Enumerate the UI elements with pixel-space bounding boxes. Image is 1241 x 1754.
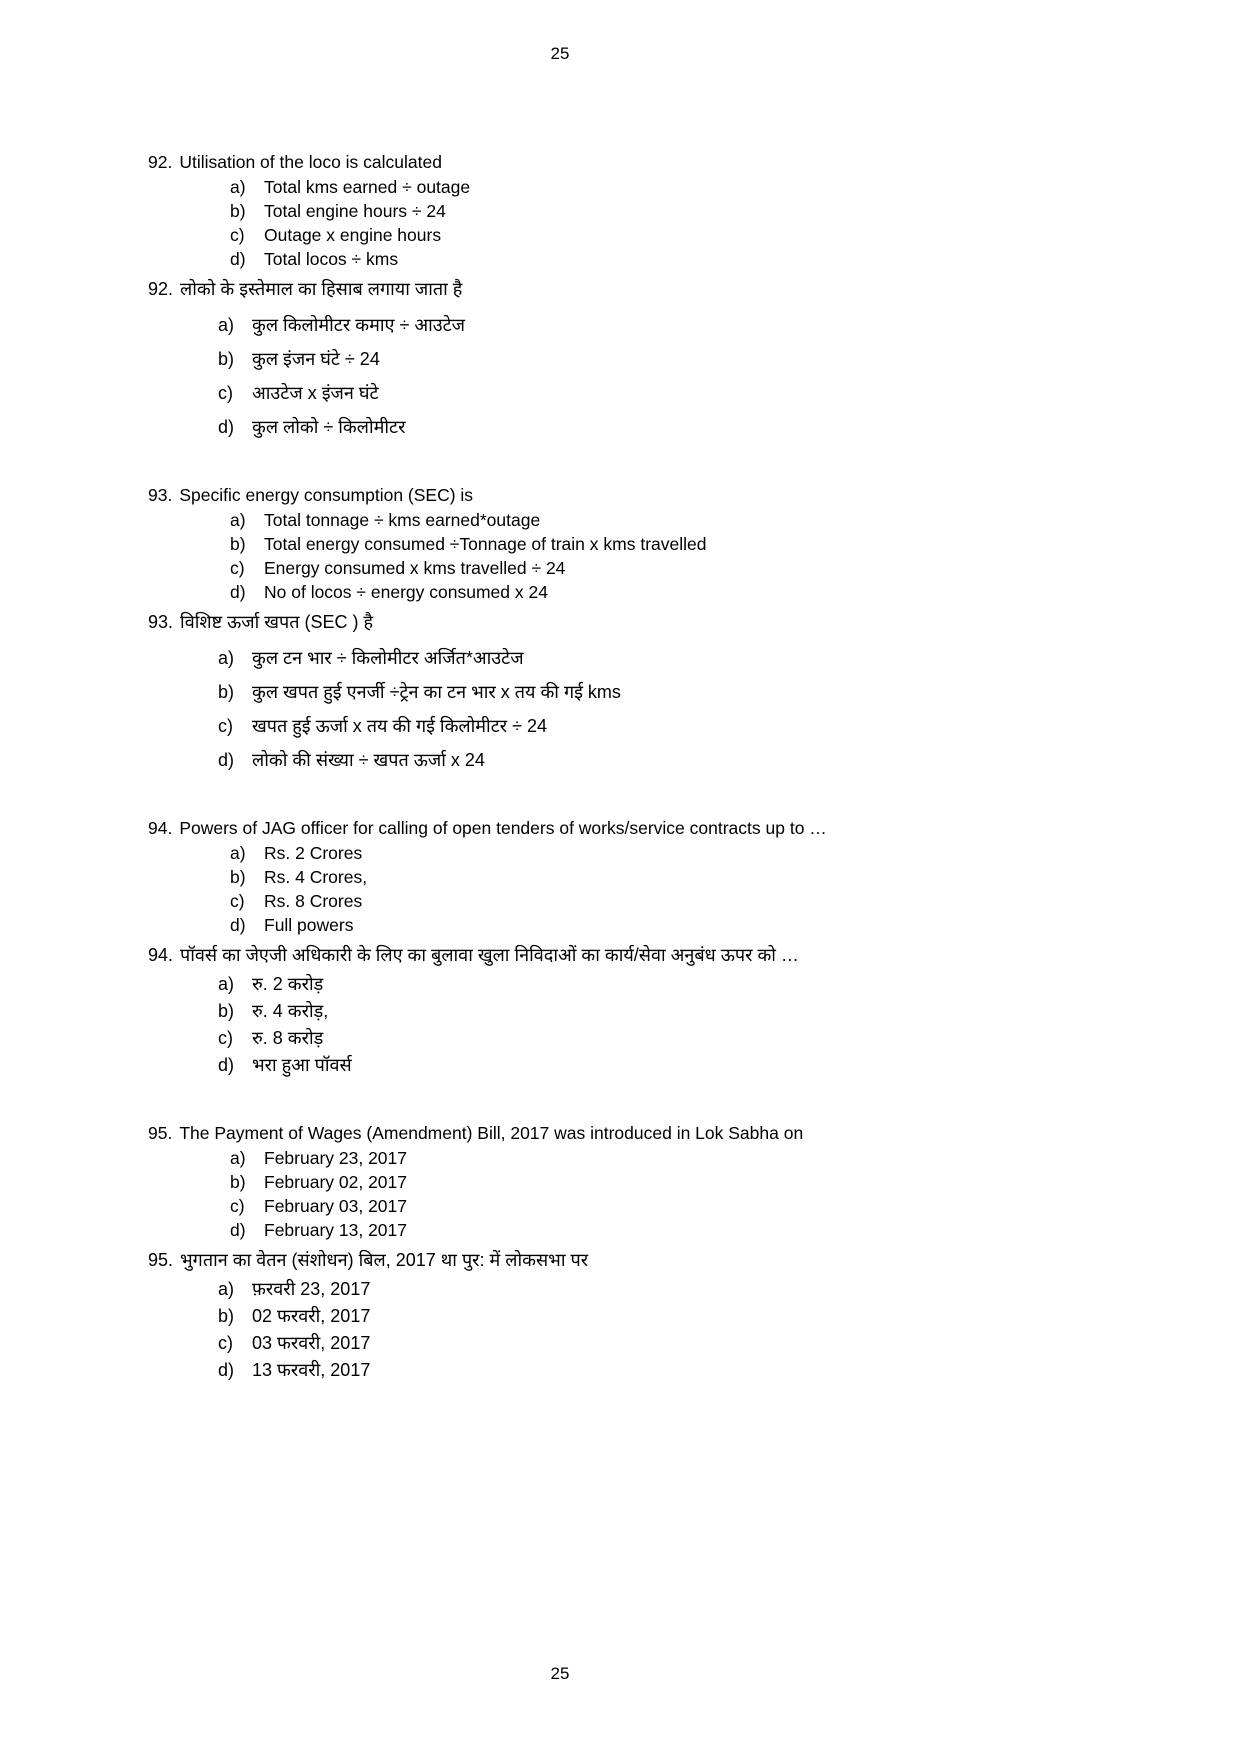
question-93-hindi [148,606,1148,638]
option-text: फ़रवरी 23, 2017 [252,1279,371,1299]
option-row [230,175,1148,199]
option-text: Full powers [264,915,354,935]
option-row [230,1170,1148,1194]
option-text: Total energy consumed ÷Tonnage of train x kms travelled [264,534,707,554]
option-label: a) [230,177,246,197]
option-row [218,1330,1148,1357]
option-text: खपत हुई ऊर्जा x तय की गई किलोमीटर ÷ 24 [252,716,548,736]
question-95-english-options [148,1146,1148,1242]
option-label: c) [218,1028,233,1048]
option-row [218,1025,1148,1052]
option-label: b) [218,1306,235,1326]
option-row [230,532,1148,556]
option-row [218,971,1148,998]
option-text: कुल लोको ÷ किलोमीटर [252,417,406,437]
question-93-english-options [148,508,1148,604]
questions-list [148,150,1148,1384]
option-text: Total tonnage ÷ kms earned*outage [264,510,541,530]
page-number-top: 25 [550,44,570,63]
question-94 [148,816,1148,1079]
option-row [218,413,1148,441]
option-row [230,1146,1148,1170]
option-row [218,712,1148,740]
option-row [218,746,1148,774]
option-text: February 23, 2017 [264,1148,408,1168]
option-label: c) [230,891,245,911]
question-94-hindi [148,939,1148,971]
option-row [230,223,1148,247]
question-95-hindi [148,1244,1148,1276]
option-row [218,345,1148,373]
option-text: कुल इंजन घंटे ÷ 24 [252,349,380,369]
question-92-english-options [148,175,1148,271]
option-text: कुल टन भार ÷ किलोमीटर अर्जित*आउटेज [252,648,524,668]
question-92-hindi-options [148,311,1148,441]
question-number: 93. [148,485,173,505]
question-text-english: Utilisation of the loco is calculated [179,152,442,172]
option-text: आउटेज x इंजन घंटे [252,383,379,403]
option-text: रु. 8 करोड़ [252,1028,324,1048]
option-row [230,865,1148,889]
question-number: 95. [148,1123,173,1143]
option-label: c) [230,1196,245,1216]
option-text: कुल खपत हुई एनर्जी ÷ट्रेन का टन भार x तय की गई kms [252,682,621,702]
option-label: a) [230,1148,246,1168]
question-number: 94. [148,945,174,965]
option-label: d) [230,249,246,269]
question-number: 92. [148,152,173,172]
option-label: b) [230,867,246,887]
option-label: c) [230,225,245,245]
question-92-english [148,150,1148,175]
option-text: Rs. 4 Crores, [264,867,368,887]
question-text-english: Powers of JAG officer for calling of open tenders of works/service contracts up to … [179,818,827,838]
question-95 [148,1121,1148,1384]
option-label: a) [218,315,235,335]
question-92 [148,150,1148,441]
option-row [230,1218,1148,1242]
question-text-english: Specific energy consumption (SEC) is [179,485,474,505]
option-row [230,556,1148,580]
question-number: 95. [148,1250,174,1270]
option-label: b) [218,1001,235,1021]
option-label: b) [230,534,246,554]
option-label: c) [218,716,233,736]
option-label: b) [218,349,235,369]
option-label: c) [230,558,245,578]
option-row [218,379,1148,407]
question-95-english [148,1121,1148,1146]
option-label: a) [230,510,246,530]
option-label: b) [230,1172,246,1192]
option-row [218,644,1148,672]
question-text-hindi: भुगतान का वेतन (संशोधन) बिल, 2017 था पुर: में लोकसभा पर [180,1250,589,1270]
question-text-hindi: पॉवर्स का जेएजी अधिकारी के लिए का बुलावा खुला निविदाओं का कार्य/सेवा अनुबंध ऊपर को … [180,945,799,965]
option-label: b) [230,201,246,221]
option-label: d) [218,750,235,770]
option-label: a) [218,974,235,994]
option-text: 13 फरवरी, 2017 [252,1360,371,1380]
option-row [218,1357,1148,1384]
option-text: 02 फरवरी, 2017 [252,1306,371,1326]
option-row [218,311,1148,339]
option-label: d) [230,1220,246,1240]
option-row [230,580,1148,604]
option-row [230,889,1148,913]
option-row [218,1303,1148,1330]
question-93-english [148,483,1148,508]
option-text: February 02, 2017 [264,1172,408,1192]
question-text-hindi: लोको के इस्तेमाल का हिसाब लगाया जाता है [180,279,463,299]
option-text: कुल किलोमीटर कमाए ÷ आउटेज [252,315,466,335]
question-94-english-options [148,841,1148,937]
option-text: February 13, 2017 [264,1220,408,1240]
option-label: d) [218,1360,235,1380]
option-row [230,508,1148,532]
option-label: a) [218,1279,235,1299]
question-text-english: The Payment of Wages (Amendment) Bill, 2017 was introduced in Lok Sabha on [179,1123,804,1143]
option-row [218,998,1148,1025]
question-93 [148,483,1148,774]
option-text: Outage x engine hours [264,225,442,245]
question-95-hindi-options [148,1276,1148,1384]
option-row [218,1052,1148,1079]
question-92-hindi [148,273,1148,305]
option-text: 03 फरवरी, 2017 [252,1333,371,1353]
option-text: रु. 2 करोड़ [252,974,324,994]
option-row [230,1194,1148,1218]
question-94-english [148,816,1148,841]
option-text: No of locos ÷ energy consumed x 24 [264,582,548,602]
option-text: रु. 4 करोड़, [252,1001,329,1021]
option-label: d) [230,582,246,602]
option-label: a) [230,843,246,863]
option-text: लोको की संख्या ÷ खपत ऊर्जा x 24 [252,750,485,770]
option-text: Total locos ÷ kms [264,249,399,269]
option-label: d) [218,1055,235,1075]
option-text: Rs. 2 Crores [264,843,363,863]
question-93-hindi-options [148,644,1148,774]
option-row [230,841,1148,865]
option-text: Energy consumed x kms travelled ÷ 24 [264,558,566,578]
option-text: भरा हुआ पॉवर्स [252,1055,352,1075]
question-number: 94. [148,818,173,838]
option-text: Total kms earned ÷ outage [264,177,471,197]
option-row [230,913,1148,937]
option-label: a) [218,648,235,668]
page-number-bottom: 25 [550,1664,570,1683]
option-label: d) [230,915,246,935]
option-label: c) [218,1333,233,1353]
option-label: d) [218,417,235,437]
question-number: 93. [148,612,174,632]
question-text-hindi: विशिष्ट ऊर्जा खपत (SEC ) है [180,612,374,632]
question-94-hindi-options [148,971,1148,1079]
option-row [230,199,1148,223]
option-label: c) [218,383,233,403]
option-text: Rs. 8 Crores [264,891,363,911]
option-row [218,678,1148,706]
option-row [230,247,1148,271]
option-row [218,1276,1148,1303]
option-text: Total engine hours ÷ 24 [264,201,446,221]
option-text: February 03, 2017 [264,1196,408,1216]
option-label: b) [218,682,235,702]
question-number: 92. [148,279,174,299]
